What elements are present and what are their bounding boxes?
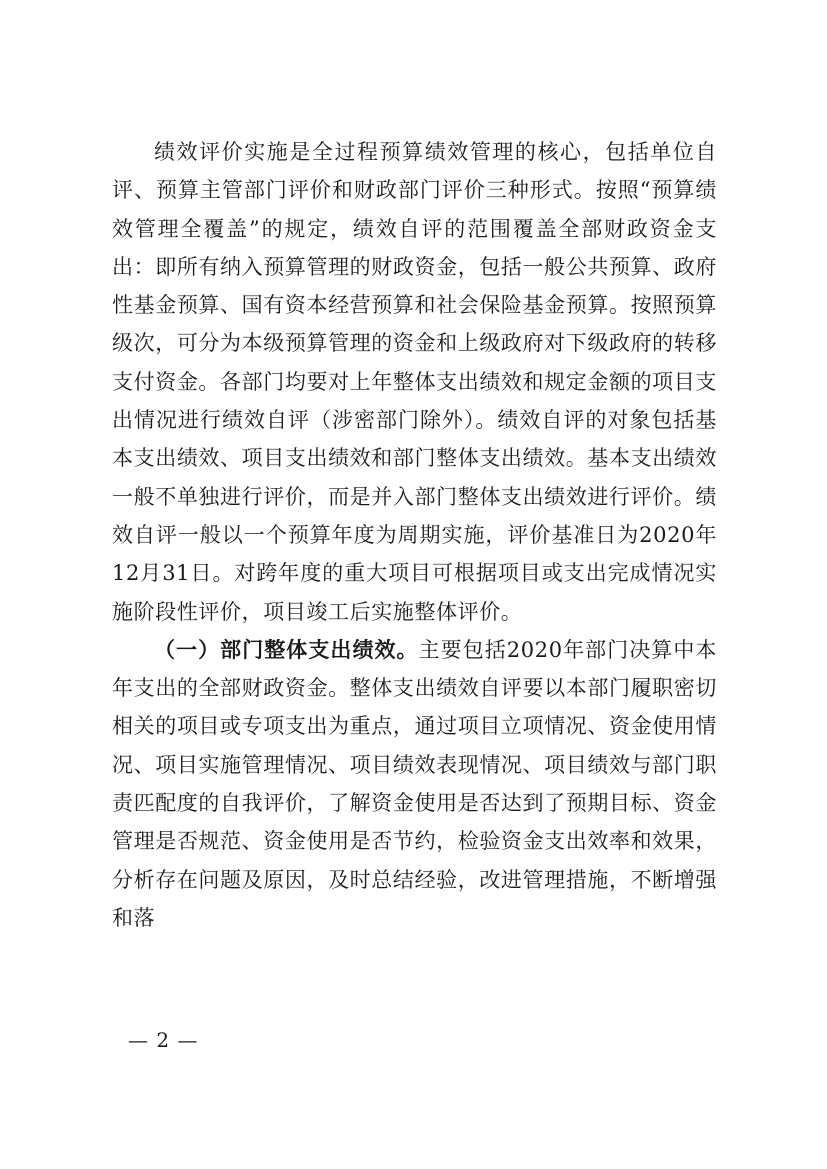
paragraph-performance-evaluation: 绩效评价实施是全过程预算绩效管理的核心，包括单位自评、预算主管部门评价和财政部门评价三种形式。按照“预算绩效管理全覆盖”的规定，绩效自评的范围覆盖全部财政资金支出：即所有纳入预算管理的财政资金，包括一般公共预算、政府性基金预算、国有资本经营预算和社会保险基金预算。按照预算级次，可分为本级预算管理的资金和上级政府对下级政府的转移支付资金。各部门均要对上年整体支出绩效和规定金额的项目支出情况进行绩效自评（涉密部门除外）。绩效自评的对象包括基本支出绩效、项目支出绩效和部门整体支出绩效。基本支出绩效一般不单独进行评价，而是并入部门整体支出绩效进行评价。绩效自评一般以一个预算年度为周期实施，评价基准日为2020年12月31日。对跨年度的重大项目可根据项目或支出完成情况实施阶段性评价，项目竣工后实施整体评价。 (112, 140, 717, 624)
paragraph-department-overall-spending (112, 631, 717, 937)
paragraph-body-text: 主要包括2020年部门决算中本年支出的全部财政资金。整体支出绩效自评要以本部门履职密切相关的项目或专项支出为重点，通过项目立项情况、资金使用情况、项目实施管理情况、项目绩效表现情况、项目绩效与部门职责匹配度的自我评价，了解资金使用是否达到了预期目标、资金管理是否规范、资金使用是否节约，检验资金支出效率和效果，分析存在问题及原因，及时总结经验，改进管理措施，不断增强和落 (112, 637, 717, 930)
section-heading: （一）部门整体支出绩效。 (154, 637, 419, 662)
page-number: — 2 — (128, 1028, 199, 1052)
document-body (112, 133, 717, 937)
